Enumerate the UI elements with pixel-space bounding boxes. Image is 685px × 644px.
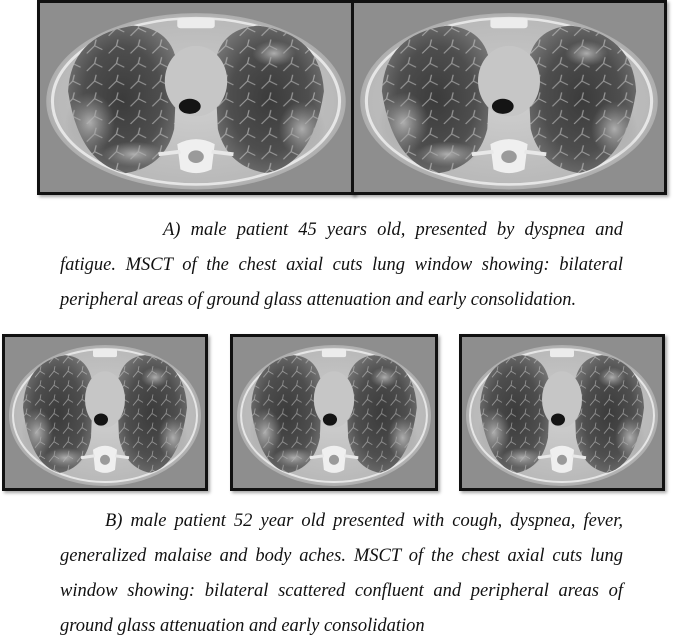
ct-scan-a2 — [351, 0, 667, 195]
caption-b-line-3: window showing: bilateral scattered confluent and peripheral areas of — [60, 581, 623, 601]
caption-a-line-3: peripheral areas of ground glass attenuation and early consolidation. — [60, 290, 577, 310]
figure-b-caption — [60, 504, 623, 644]
ct-scan-b2 — [230, 334, 438, 491]
caption-a-line-2: fatigue. MSCT of the chest axial cuts lung window showing: bilateral — [60, 255, 623, 275]
caption-b-line-2: generalized malaise and body aches. MSCT of the chest axial cuts lung — [60, 546, 623, 566]
ct-scan-a1 — [37, 0, 355, 195]
ct-scan-b1 — [2, 334, 208, 491]
caption-b-line-1: B) male patient 52 year old presented with cough, dyspnea, fever, — [105, 511, 623, 531]
caption-b-line-4: ground glass attenuation and early consolidation — [60, 616, 425, 636]
figure-a-caption — [60, 213, 623, 318]
caption-a-line-1: A) male patient 45 years old, presented by dyspnea and — [163, 220, 623, 240]
ct-scan-b3 — [459, 334, 665, 491]
